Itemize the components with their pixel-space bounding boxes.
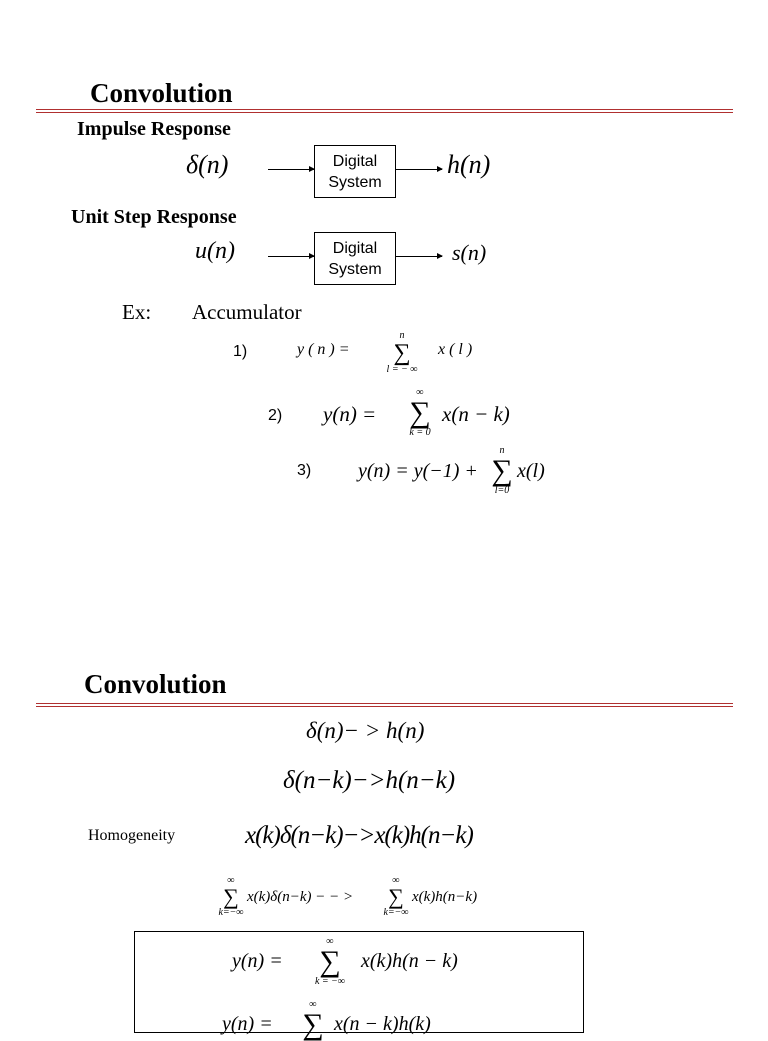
eq2-number: 2) (268, 407, 283, 424)
line4-right: x(k)h(n−k) (412, 889, 478, 905)
line4-sum-lower: k=−∞ (218, 907, 244, 918)
eq1-sum-upper: n (399, 330, 405, 341)
impulse-output: h(n) (447, 150, 491, 179)
step-output-arrow (396, 256, 442, 257)
sigma-icon: ∑ (302, 1008, 324, 1041)
impulse-input-arrow (268, 169, 314, 170)
system-label-line2: System (328, 261, 382, 278)
line4-left-summation (216, 876, 246, 918)
impulse-output-arrow (396, 169, 442, 170)
boxed-eq2-lhs: y(n) = (222, 1013, 273, 1035)
sigma-icon: ∑ (388, 884, 404, 909)
line4-sum-upper: ∞ (227, 875, 235, 886)
step-input: u(n) (195, 238, 235, 264)
unit-step-response-heading: Unit Step Response (71, 206, 237, 228)
impulse-response-heading: Impulse Response (77, 118, 231, 140)
eq1-number: 1) (233, 343, 248, 360)
sigma-icon: ∑ (319, 945, 341, 978)
title-rule-secondary (36, 706, 733, 707)
eq2-sum-lower: k = 0 (409, 427, 431, 438)
sigma-icon: ∑ (491, 454, 513, 487)
step-output: s(n) (452, 240, 487, 265)
system-label-line1: Digital (332, 240, 378, 257)
eq2-rhs: x(n − k) (442, 402, 510, 426)
slide2-title: Convolution (84, 669, 227, 699)
eq3-rhs: x(l) (517, 460, 545, 482)
sigma-icon: ∑ (223, 884, 239, 909)
eq1-lhs: y ( n ) = (297, 341, 350, 358)
eq2-lhs: y(n) = (323, 402, 377, 426)
eq1-rhs: x ( l ) (438, 341, 473, 358)
homogeneity-mapping: x(k)δ(n−k)−>x(k)h(n−k) (245, 822, 473, 849)
eq3-summation (486, 446, 518, 496)
line4-sum-lower: k=−∞ (383, 907, 409, 918)
eq2-summation (402, 388, 438, 438)
line4-left: x(k)δ(n−k) − − > (247, 889, 354, 905)
eq3-lhs: y(n) = y(−1) + (358, 460, 478, 482)
title-rule (36, 109, 733, 110)
digital-system-block (314, 145, 396, 198)
slide1-title: Convolution (90, 78, 233, 108)
boxed-eq1-rhs: x(k)h(n − k) (361, 950, 458, 972)
eq3-number: 3) (297, 462, 312, 479)
title-rule (36, 703, 733, 704)
boxed-eq1-lhs: y(n) = (232, 950, 283, 972)
eq3-sum-lower: l=0 (494, 485, 510, 496)
boxed-eq2-sum-upper: ∞ (309, 999, 317, 1010)
boxed-eq2-summation (296, 1000, 330, 1040)
example-label: Ex: (122, 300, 152, 324)
line4-sum-upper: ∞ (392, 875, 400, 886)
boxed-eq2-rhs: x(n − k)h(k) (334, 1013, 431, 1035)
line4-right-summation (381, 876, 411, 918)
step-input-arrow (268, 256, 314, 257)
system-label-line1: Digital (332, 153, 378, 170)
system-label-line2: System (328, 174, 382, 191)
boxed-eq1-summation (309, 937, 351, 987)
sigma-icon: ∑ (393, 340, 411, 366)
eq2-sum-upper: ∞ (416, 387, 424, 398)
boxed-eq1-sum-lower: k = −∞ (314, 976, 346, 987)
impulse-mapping: δ(n)− > h(n) (306, 718, 425, 743)
eq3-sum-upper: n (499, 445, 505, 456)
title-rule-secondary (36, 112, 733, 113)
eq1-summation (385, 331, 419, 375)
sigma-icon: ∑ (409, 396, 431, 429)
example-name: Accumulator (192, 300, 302, 324)
digital-system-block-2 (314, 232, 396, 285)
eq1-sum-lower: l = − ∞ (386, 364, 418, 375)
boxed-eq1-sum-upper: ∞ (326, 936, 334, 947)
impulse-input: δ(n) (186, 150, 229, 179)
shifted-impulse-mapping: δ(n−k)−>h(n−k) (283, 767, 456, 794)
homogeneity-label: Homogeneity (88, 827, 176, 844)
